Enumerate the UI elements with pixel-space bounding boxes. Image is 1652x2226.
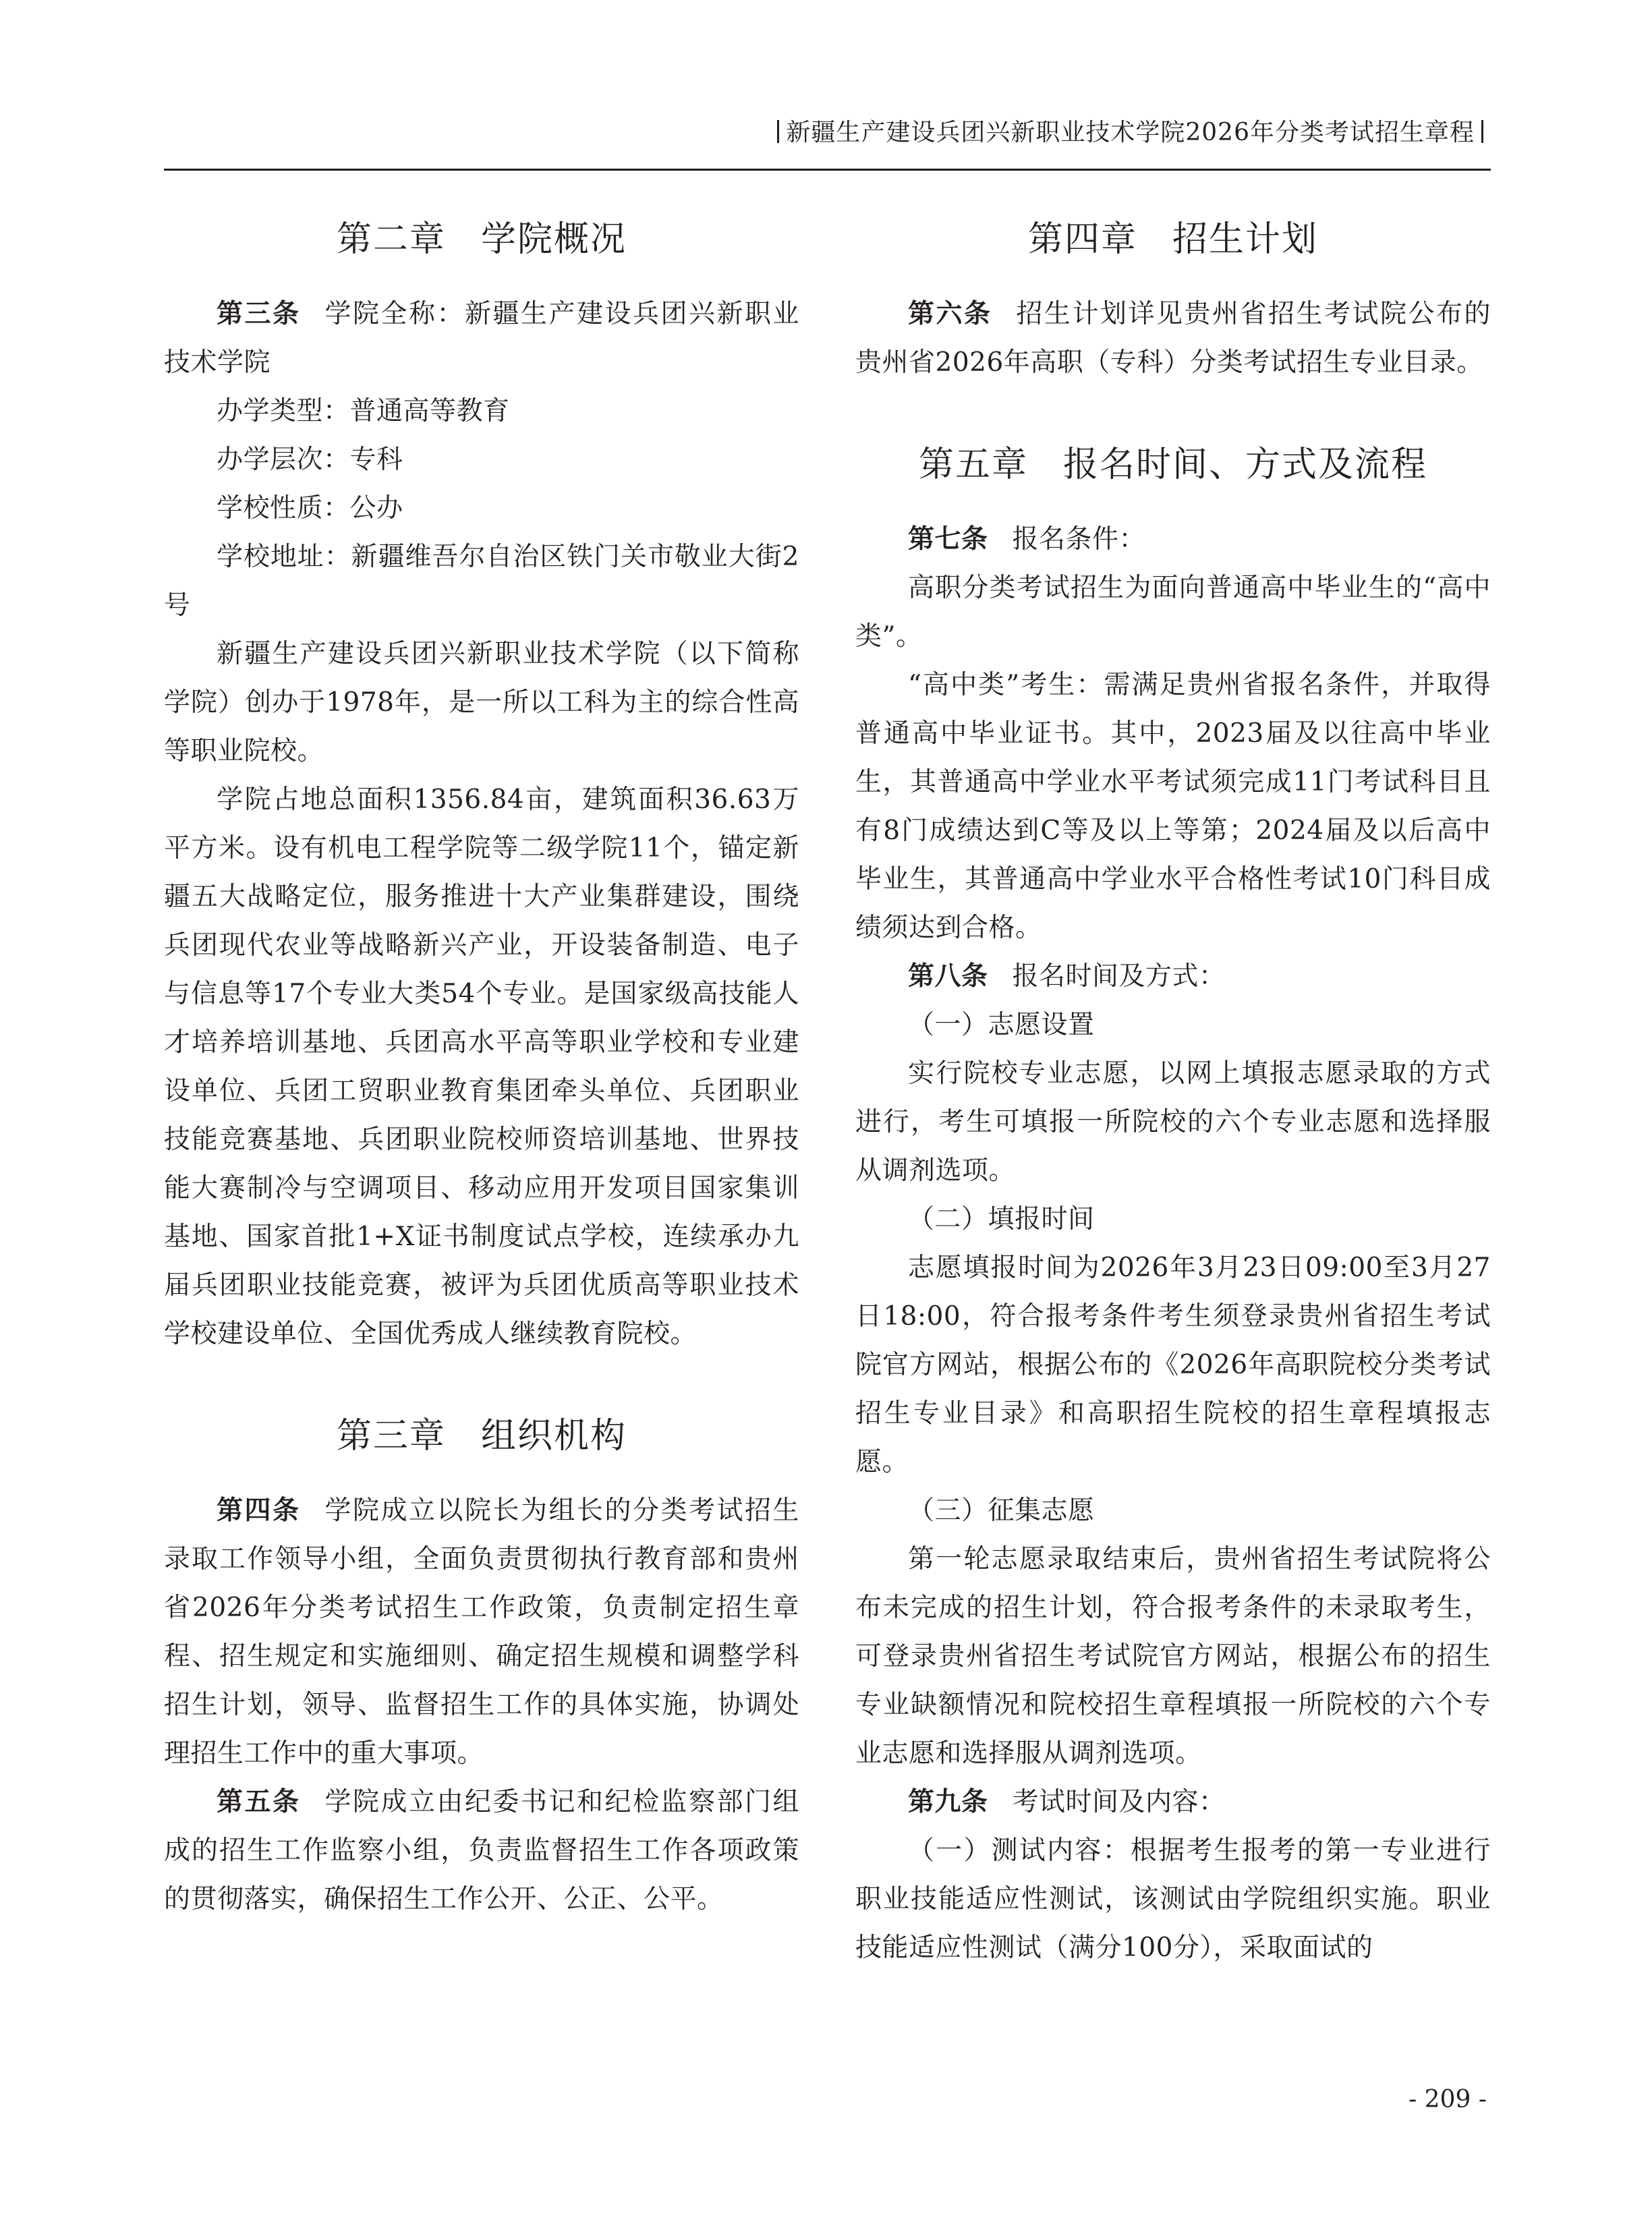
header-rule (164, 169, 1491, 171)
paragraph-intro: 新疆生产建设兵团兴新职业技术学院（以下简称学院）创办于1978年，是一所以工科为主的综合性高等职业院校。 (164, 639, 799, 766)
article-text: 招生计划详见贵州省招生考试院公布的贵州省2026年高职（专科）分类考试招生专业目录。 (855, 299, 1491, 378)
running-header (770, 113, 1490, 148)
chapter-title: 招生计划 (1172, 219, 1319, 260)
article-label: 第三条 (217, 299, 301, 329)
article-3 (164, 290, 799, 387)
chapter-5-heading (855, 414, 1491, 515)
chapter-2-heading (164, 189, 799, 290)
article-label: 第四条 (217, 1495, 301, 1526)
paragraph-school-level: 办学层次：专科 (217, 445, 403, 475)
article-8 (855, 952, 1491, 1001)
article-text: 报名条件： (1012, 524, 1146, 554)
left-column (164, 189, 799, 1924)
article-6 (855, 290, 1491, 387)
article-text: 学院成立以院长为组长的分类考试招生录取工作领导小组，全面负责贯彻执行教育部和贵州省2026年分类考试招生工作政策，负责制定招生章程、招生规定和实施细则、确定招生规模和调整学科招生计划，领导、监督招生工作的具体实施，协调处理招生工作中的重大事项。 (164, 1495, 799, 1769)
chapter-title: 学院概况 (481, 219, 627, 260)
article-4 (164, 1487, 799, 1778)
chapter-number: 第四章 (1027, 219, 1137, 260)
article-text: 考试时间及内容： (1012, 1787, 1226, 1817)
article-text: 学院全称：新疆生产建设兵团兴新职业技术学院 (164, 299, 799, 378)
subsection-heading-3: （三）征集志愿 (908, 1495, 1095, 1526)
article-label: 第五条 (217, 1787, 301, 1817)
paragraph-detail: 学院占地总面积1356.84亩，建筑面积36.63万平方米。设有机电工程学院等二级学院11个，锚定新疆五大战略定位，服务推进十大产业集群建设，围绕兵团现代农业等战略新兴产业，开设装备制造、电子与信息等17个专业大类54个专业。是国家级高技能人才培养培训基地、兵团高水平高等职业学校和专业建设单位、兵团工贸职业教育集团牵头单位、兵团职业技能竞赛基地、兵团职业院校师资培训基地、世界技能大赛制冷与空调项目、移动应用开发项目国家集训基地、国家首批1+X证书制度试点学校，连续承办九届兵团职业技能竞赛，被评为兵团优质高等职业技术学校建设单位、全国优秀成人继续教育院校。 (164, 784, 799, 1349)
chapter-number: 第五章 (918, 445, 1028, 485)
subsection-heading-2: （二）填报时间 (908, 1204, 1095, 1234)
paragraph-volunteer-setup: 实行院校专业志愿，以网上填报志愿录取的方式进行，考生可填报一所院校的六个专业志愿和选择服从调剂选项。 (855, 1058, 1491, 1186)
paragraph-fill-time: 志愿填报时间为2026年3月23日09:00至3月27日18:00，符合报考条件考生须登录贵州省招生考试院官方网站，根据公布的《2026年高职院校分类考试招生专业目录》和高职招生院校的招生章程填报志愿。 (855, 1253, 1491, 1477)
chapter-number: 第二章 (336, 219, 446, 260)
article-label: 第九条 (908, 1787, 988, 1817)
subsection-heading-1: （一）志愿设置 (908, 1010, 1095, 1040)
chapter-title: 组织机构 (481, 1416, 627, 1456)
chapter-title: 报名时间、方式及流程 (1063, 445, 1428, 485)
article-label: 第六条 (908, 299, 992, 329)
paragraph-solicitation: 第一轮志愿录取结束后，贵州省招生考试院将公布未完成的招生计划，符合报考条件的未录取考生，可登录贵州省招生考试院官方网站，根据公布的招生专业缺额情况和院校招生章程填报一所院校的六个专业志愿和选择服从调剂选项。 (855, 1544, 1491, 1769)
paragraph-test-content: （一）测试内容：根据考生报考的第一专业进行职业技能适应性测试，该测试由学院组织实施。职业技能适应性测试（满分100分），采取面试的 (855, 1835, 1491, 1963)
article-7 (855, 515, 1491, 564)
right-column (855, 189, 1491, 1972)
header-bar-right (1481, 120, 1483, 143)
chapter-4-heading (855, 189, 1491, 290)
article-label: 第七条 (908, 524, 988, 554)
header-title: 新疆生产建设兵团兴新职业技术学院2026年分类考试招生章程 (786, 119, 1475, 146)
article-9 (855, 1778, 1491, 1827)
chapter-3-heading (164, 1386, 799, 1487)
paragraph-school-nature: 学校性质：公办 (217, 493, 403, 523)
article-5 (164, 1778, 799, 1924)
paragraph-condition-1: 高职分类考试招生为面向普通高中毕业生的“高中类”。 (855, 573, 1491, 652)
article-text: 报名时间及方式： (1012, 961, 1226, 992)
page-number: - 209 - (1408, 2086, 1487, 2113)
chapter-number: 第三章 (336, 1416, 446, 1456)
article-label: 第八条 (908, 961, 988, 992)
article-text: 学院成立由纪委书记和纪检监察部门组成的招生工作监察小组，负责监督招生工作各项政策的贯彻落实，确保招生工作公开、公正、公平。 (164, 1787, 799, 1914)
paragraph-school-type: 办学类型：普通高等教育 (217, 396, 510, 426)
paragraph-condition-2: “高中类”考生：需满足贵州省报名条件，并取得普通高中毕业证书。其中，2023届及以往高中毕业生，其普通高中学业水平考试须完成11门考试科目且有8门成绩达到C等及以上等第；2024届及以后高中毕业生，其普通高中学业水平合格性考试10门科目成绩须达到合格。 (855, 670, 1491, 943)
paragraph-school-address: 学校地址：新疆维吾尔自治区铁门关市敬业大街2号 (164, 542, 799, 621)
header-bar-left (777, 120, 779, 143)
